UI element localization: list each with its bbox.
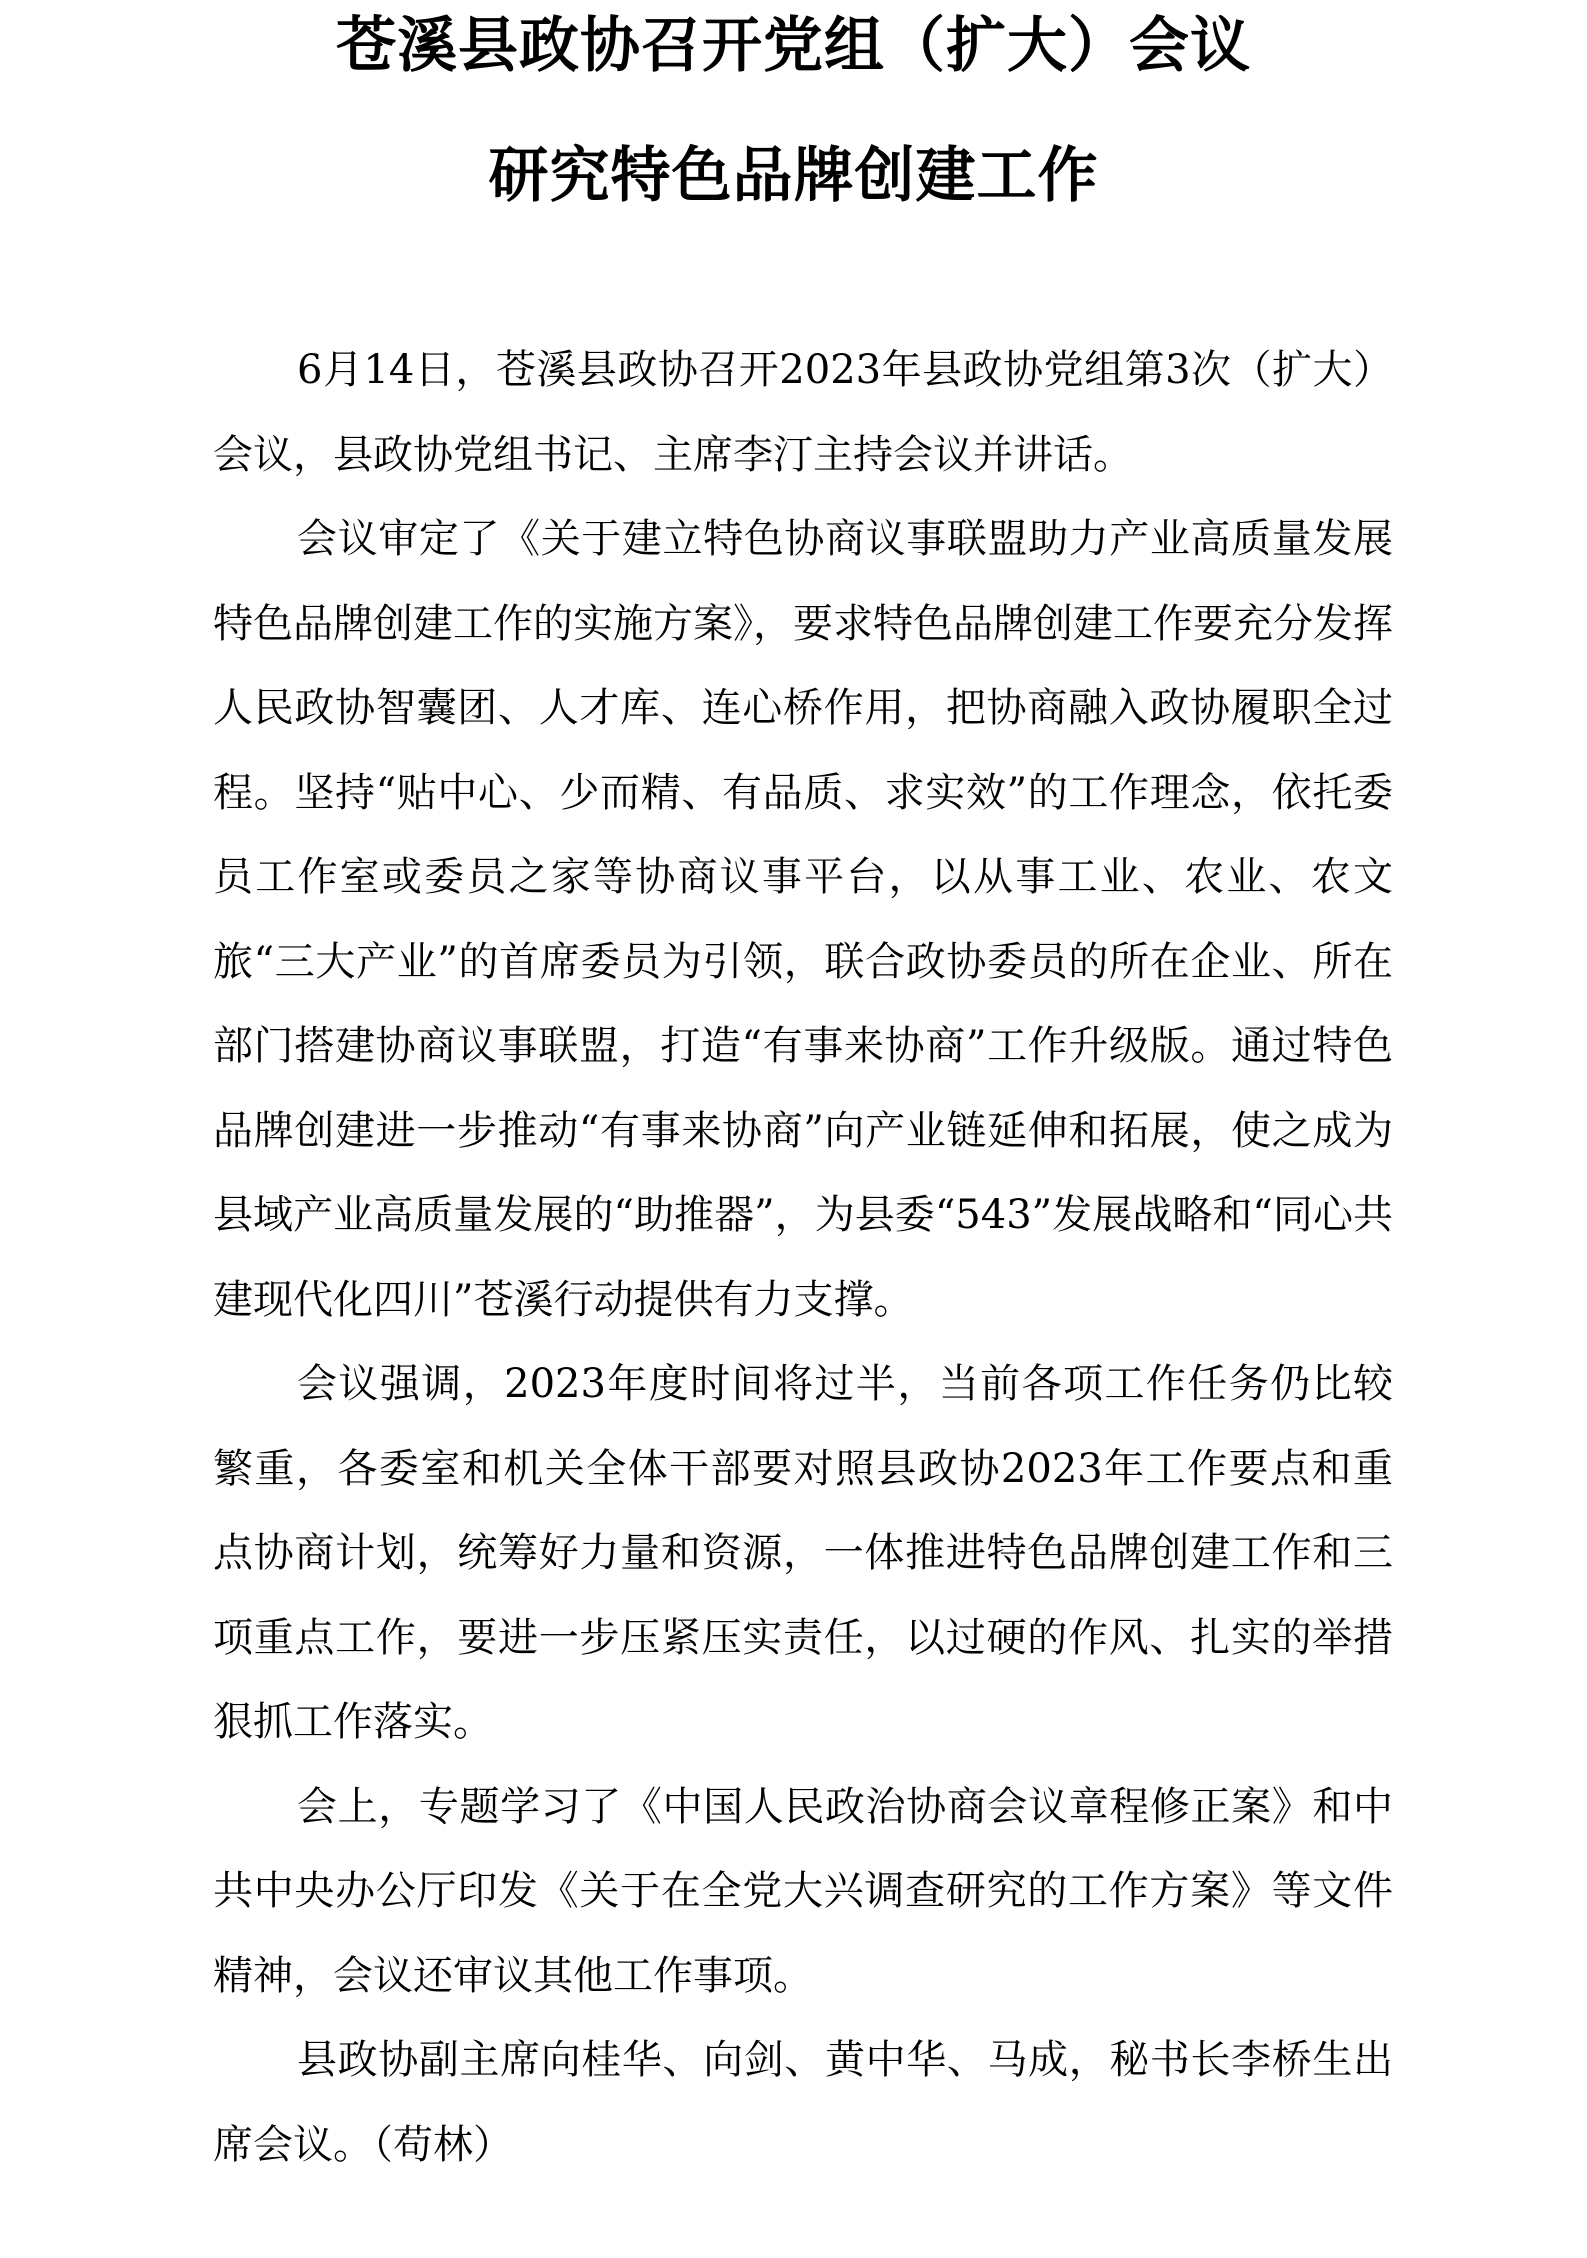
document-title-line-1: 苍溪县政协召开党组（扩大）会议 — [336, 11, 1251, 81]
paragraph-brand-plan: 会议审定了《关于建立特色协商议事联盟助力产业高质量发展特色品牌创建工作的实施方案》，要求特色品牌创建工作要充分发挥人民政协智囊团、人才库、连心桥作用，把协商融入政协履职全过程。坚持“贴中心、少而精、有品质、求实效”的工作理念，依托委员工作室或委员之家等协商议事平台，以从事工业、农业、农文旅“三大产业”的首席委员为引领，联合政协委员的所在企业、所在部门搭建协商议事联盟，打造“有事来协商”工作升级版。通过特色品牌创建进一步推动“有事来协商”向产业链延伸和拓展，使之成为县域产业高质量发展的“助推器”，为县委“543”发展战略和“同心共建现代化四川”苍溪行动提供有力支撑。 — [213, 516, 1393, 1323]
document-title-line-2: 研究特色品牌创建工作 — [488, 141, 1099, 211]
paragraph-meeting-overview: 6月14日，苍溪县政协召开2023年县政协党组第3次（扩大）会议，县政协党组书记、主席李汀主持会议并讲话。 — [213, 347, 1393, 478]
paragraph-meeting-emphasis: 会议强调，2023年度时间将过半，当前各项工作任务仍比较繁重，各委室和机关全体干部要对照县政协2023年工作要点和重点协商计划，统筹好力量和资源，一体推进特色品牌创建工作和三项重点工作，要进一步压紧压实责任，以过硬的作风、扎实的举措狠抓工作落实。 — [213, 1361, 1393, 1745]
paragraph-attendees: 县政协副主席向桂华、向剑、黄中华、马成，秘书长李桥生出席会议。（苟林） — [213, 2037, 1393, 2168]
document-body — [213, 328, 1393, 2187]
paragraph-study-documents: 会上，专题学习了《中国人民政治协商会议章程修正案》和中共中央办公厅印发《关于在全党大兴调查研究的工作方案》等文件精神，会议还审议其他工作事项。 — [213, 1783, 1393, 1999]
